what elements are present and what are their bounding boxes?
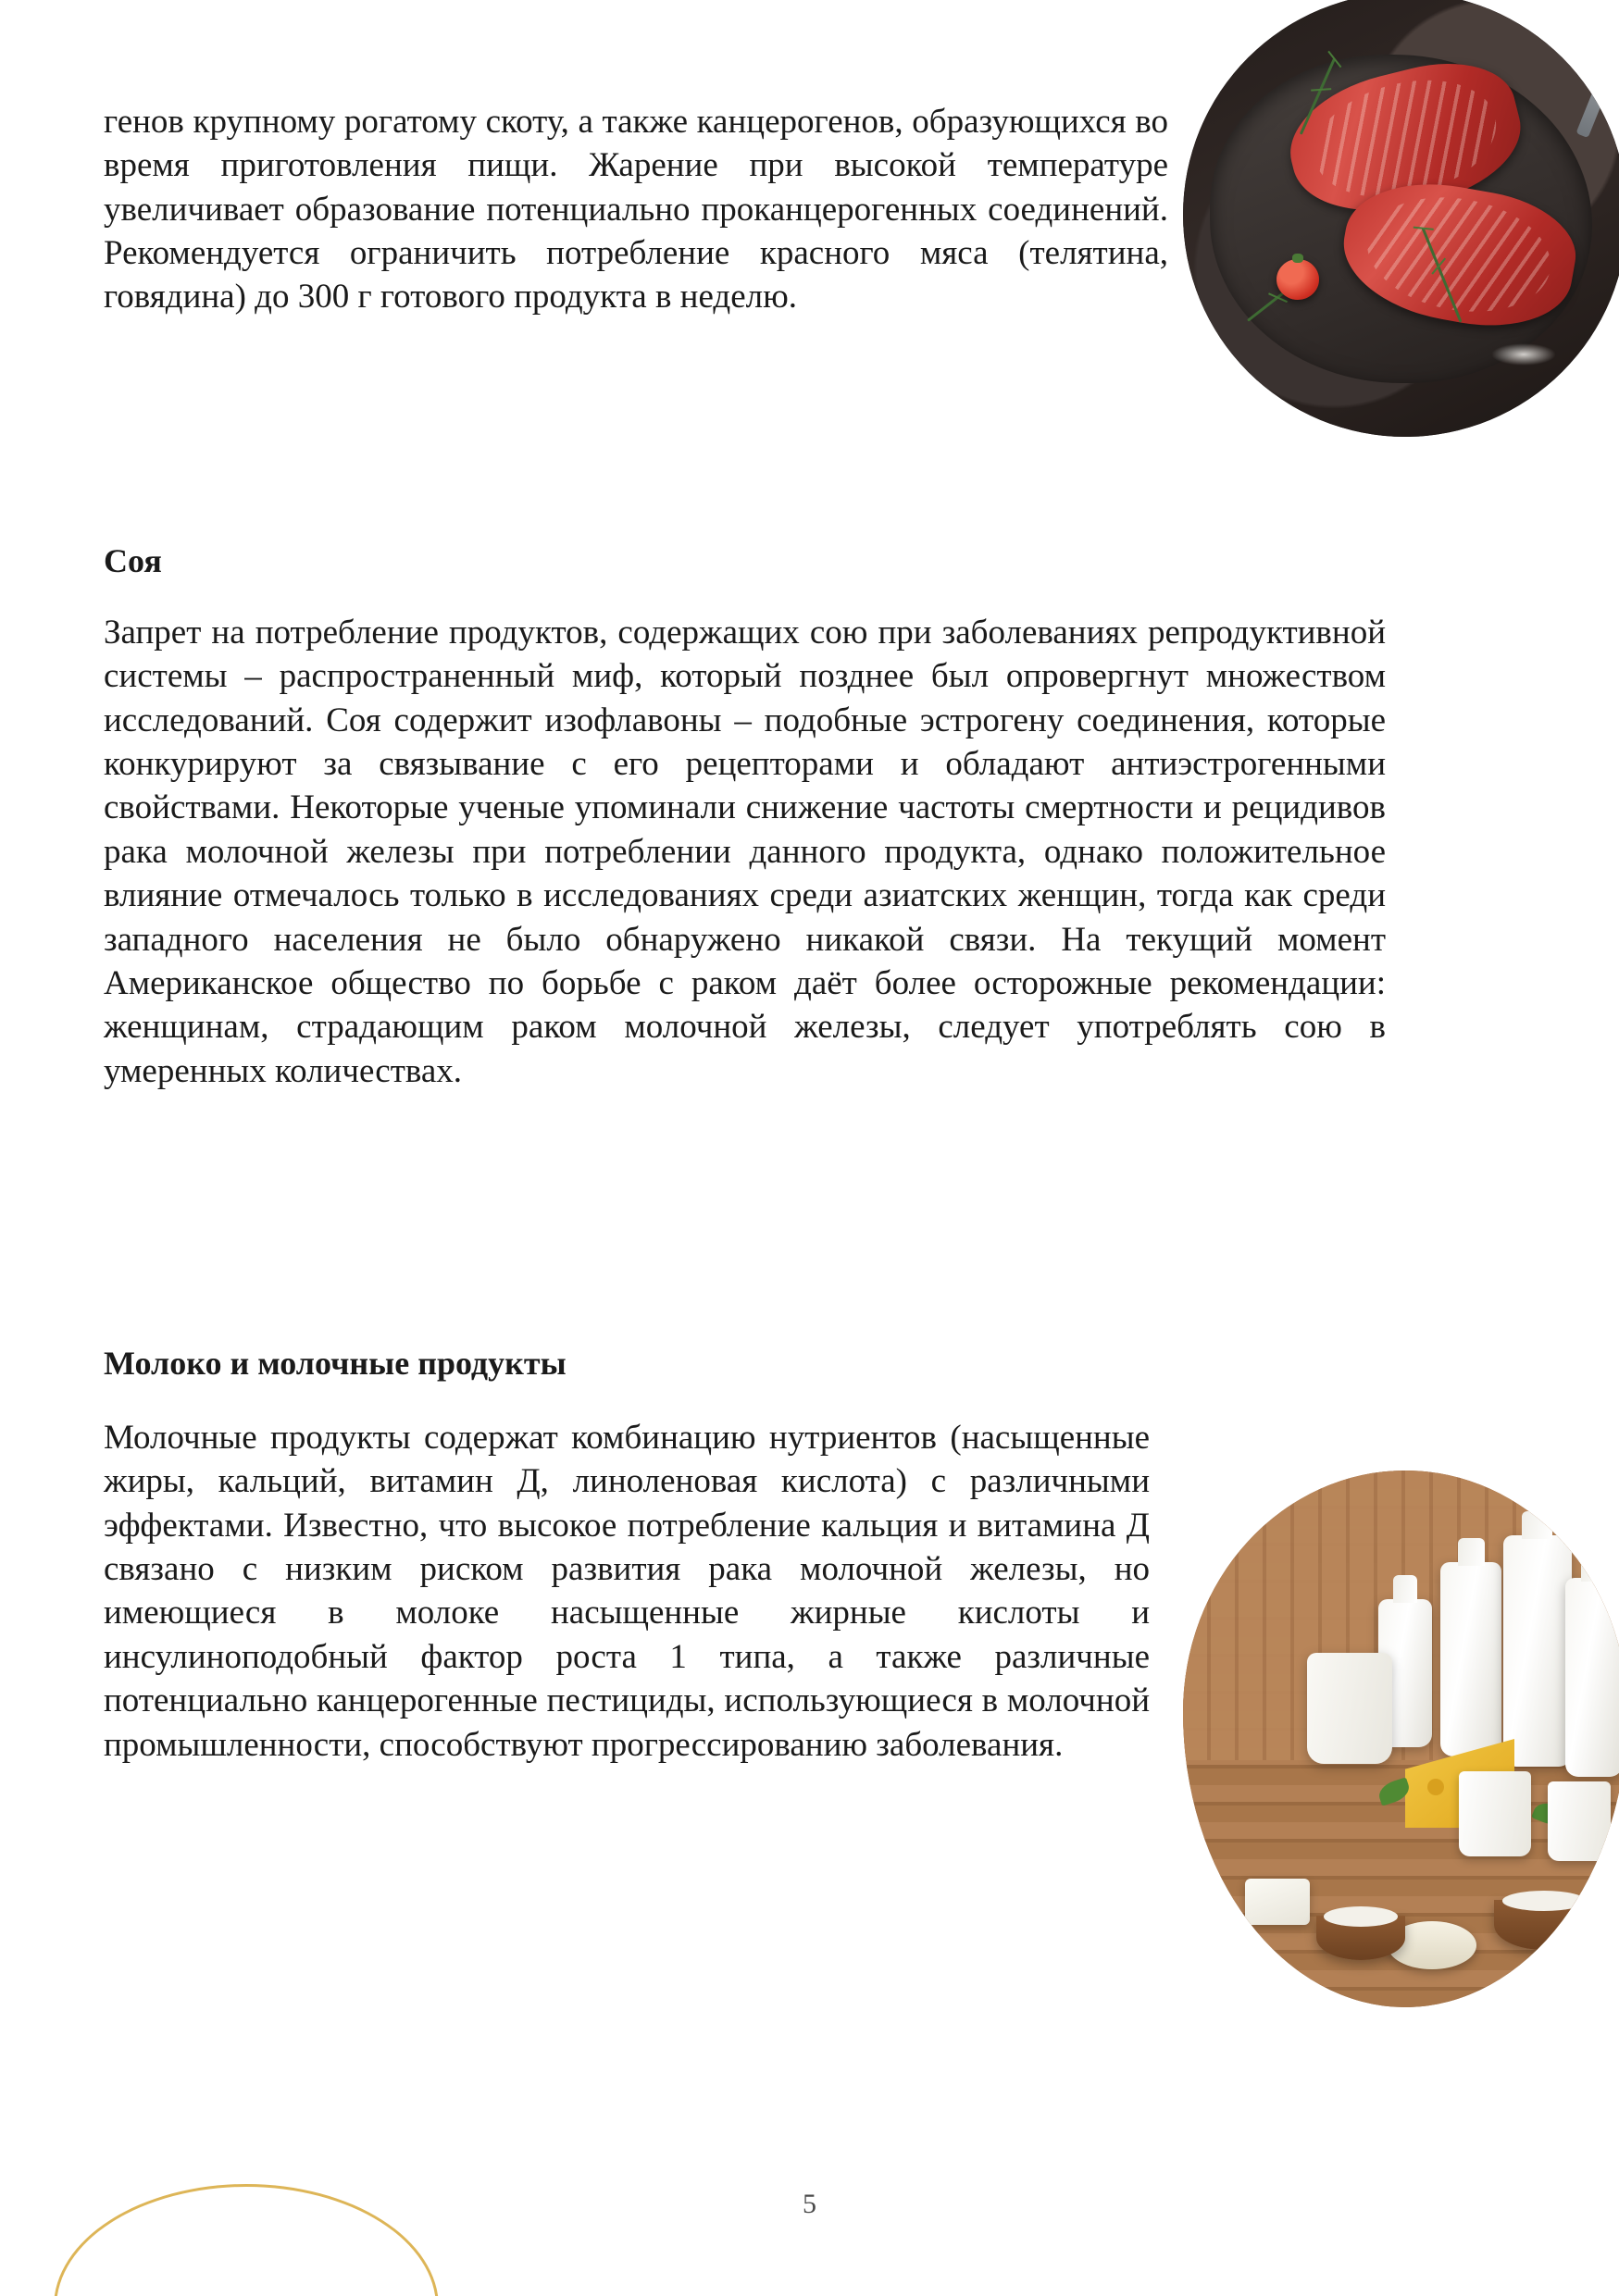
heading-soy: Соя <box>104 542 162 579</box>
milk-bottle <box>1440 1562 1501 1756</box>
dairy-products-photo <box>1183 1471 1619 2007</box>
yogurt-cup <box>1548 1781 1611 1861</box>
page-number: 5 <box>803 2189 816 2219</box>
raw-steaks-photo <box>1183 0 1619 437</box>
feta-cheese <box>1245 1879 1310 1925</box>
paragraph-milk-wrapper <box>104 1416 1150 1767</box>
heading-soy-wrapper <box>104 541 162 580</box>
milk-bottle <box>1565 1578 1619 1777</box>
milk-jug <box>1307 1653 1392 1764</box>
paragraph-milk: Молочные продукты содержат комбинацию нутриентов (насыщенные жиры, кальций, витамин Д, линоленовая кислота) с различными эффектами. Известно, что высокое потребление кальция и витамина Д связано с низким риском развития рака молочной железы, но имеющиеся в молоке насыщенные жирные кислоты и инсулиноподобный фактор роста 1 типа, а также различные потенциально канцерогенные пестициды, использующиеся в молочной промышленности, способствуют прогрессированию заболевания. <box>104 1419 1150 1764</box>
paragraph-soy: Запрет на потребление продуктов, содержащих сою при заболеваниях репродуктивной системы – распространенный миф, который позднее был опровергнут множеством исследований. Соя содержит изофлавоны – подобные эстрогену соединения, которые конкурируют за связывание с его рецепторами и обладают антиэстрогенными свойствами. Некоторые ученые упоминали снижение частоты смертности и рецидивов рака молочной железы при потреблении данного продукта, однако положительное влияние отмечалось только в исследованиях среди азиатских женщин, тогда как среди западного населения не было обнаружено никакой связи. На текущий момент Американское общество по борьбе с раком даёт более осторожные рекомендации: женщинам, страдающим раком молочной железы, следует употреблять сою в умеренных количествах. <box>104 614 1386 1090</box>
milk-bottle <box>1503 1535 1572 1767</box>
cottage-cheese-bowl <box>1494 1900 1594 1950</box>
heading-milk-wrapper <box>104 1344 567 1383</box>
tomato <box>1277 259 1319 300</box>
paragraph-intro-wrapper <box>104 100 1168 319</box>
paragraph-soy-wrapper <box>104 611 1386 1093</box>
yogurt-cup <box>1459 1771 1531 1856</box>
paragraph-intro: генов крупному рогатому скоту, а также канцерогенов, образующихся во время приготовления пищи. Жарение при высокой температуре увеличивает образование потенциально проканцерогенных соединений. Рекомендуется ограничить потребление красного мяса (телятина, говядина) до 300 г готового продукта в неделю. <box>104 103 1168 316</box>
heading-milk: Молоко и молочные продукты <box>104 1345 567 1382</box>
